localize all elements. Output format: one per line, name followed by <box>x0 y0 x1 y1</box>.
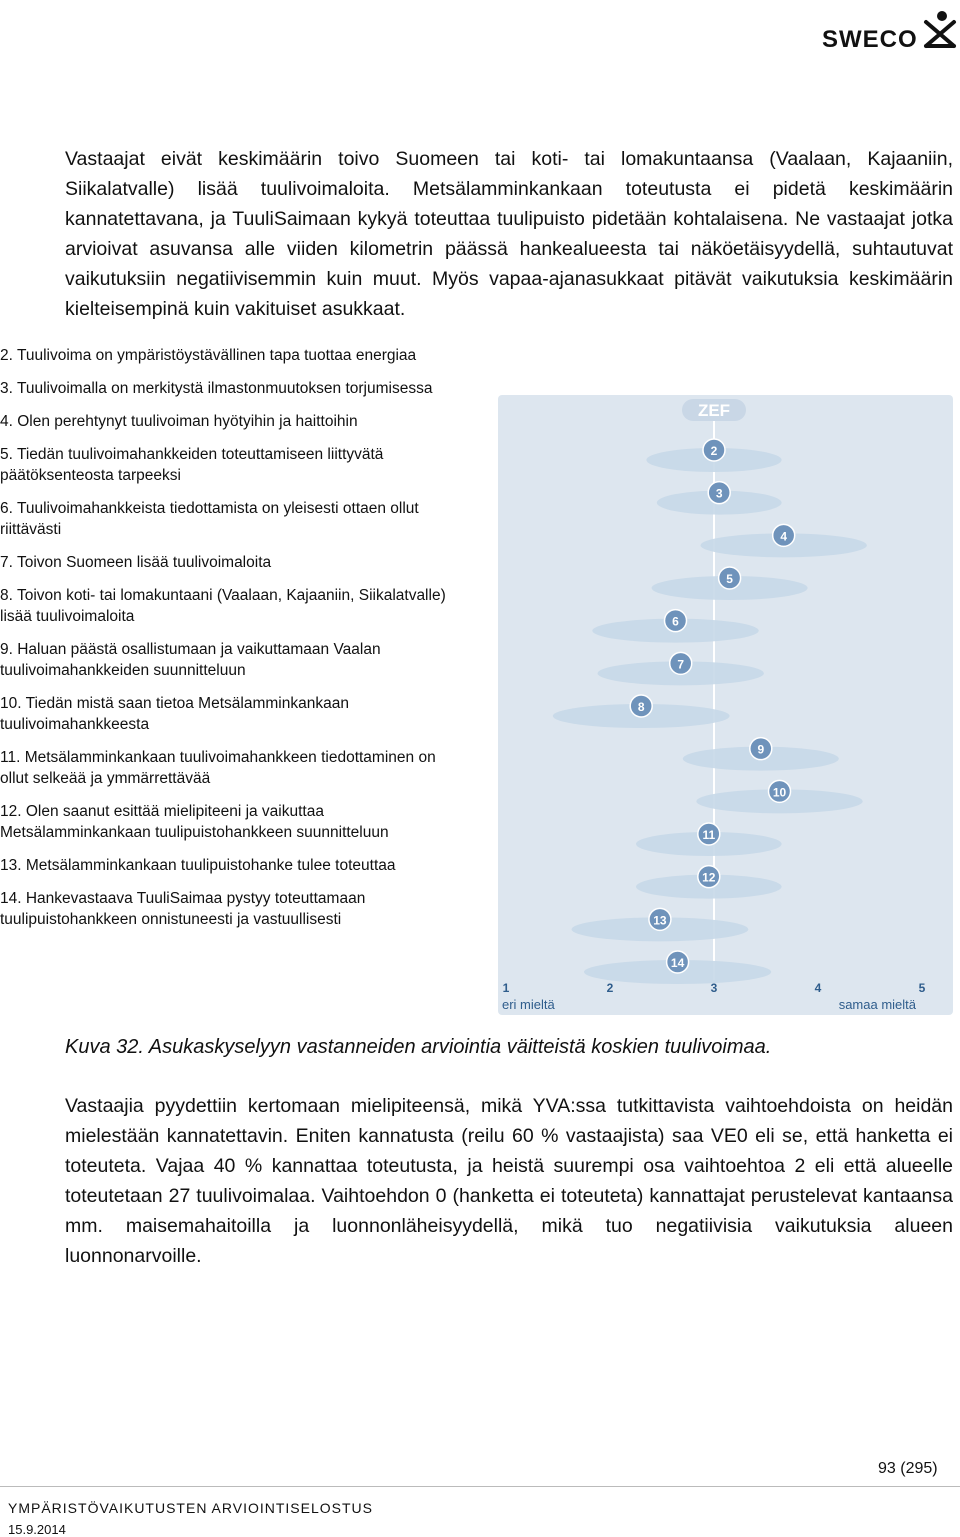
statement-item: 11. Metsälamminkankaan tuulivoimahankkeen tiedottaminen on ollut selkeää ja ymmärrettävää <box>0 749 436 787</box>
footer-divider <box>0 1486 960 1487</box>
data-point-label: 3 <box>715 486 723 501</box>
x-tick-label: 4 <box>814 981 822 995</box>
results-paragraph: Vastaajia pyydettiin kertomaan mielipiteensä, mikä YVA:ssa tutkittavista vaihtoehdoista on heidän mielestään kannatettavin. Eniten kannatusta (reilu 60 % vastaajista) saa VE0 eli se, että hanketta ei toteuteta. Vajaa 40 % kannattaa toteutusta, ja heistä suurempi osa vaihtoehtoa 2 eli että alueelle toteutetaan 27 tuulivoimalaa. Vaihtoehdon 0 (hanketta ei toteuteta) kannattajat perustelevat kantaansa mm. maisemahaitoilla ja luonnonläheisyydellä, mikä tuo negatiivisia vaikutuksia alueen luonnonarvoille. <box>65 1095 953 1267</box>
data-point-label: 9 <box>757 742 765 757</box>
data-point-label: 6 <box>672 614 679 629</box>
brand-label: ZEF <box>697 401 731 420</box>
statement-item: 3. Tuulivoimalla on merkitystä ilmastonmuutoksen torjumisessa <box>0 380 433 397</box>
statement-item: 5. Tiedän tuulivoimahankkeiden toteuttamiseen liittyvätä päätöksenteosta tarpeeksi <box>0 446 384 484</box>
statement-item: 7. Toivon Suomeen lisää tuulivoimaloita <box>0 554 272 571</box>
statement-list <box>0 345 455 942</box>
data-point-label: 10 <box>772 785 787 800</box>
data-point-label: 4 <box>780 529 788 544</box>
statement-item: 9. Haluan päästä osallistumaan ja vaikuttamaan Vaalan tuulivoimahankkeiden suunnitteluun <box>0 641 381 679</box>
data-point-label: 12 <box>702 870 716 885</box>
figure-caption: Kuva 32. Asukaskyselyyn vastanneiden arviointia väitteistä koskien tuulivoimaa. <box>65 1036 772 1058</box>
x-label-left: eri mieltä <box>502 997 555 1012</box>
footer-date: 15.9.2014 <box>8 1522 66 1537</box>
intro-paragraph: Vastaajat eivät keskimäärin toivo Suomeen tai koti- tai lomakuntaansa (Vaalaan, Kajaaniin, Siikalatvalle) lisää tuulivoimaloita. Metsälamminkankaan toteutusta ei pidetä keskimäärin kannatettavana, ja TuuliSaimaan kykyä toteuttaa tuulipuisto pidetään kohtalaisena. Ne vastaajat jotka arvioivat asuvansa alle viiden kilometrin päässä hankealueesta tai näköetäisyydellä, suhtautuvat vaikutuksiin negatiivisemmin kuin muut. Myös vapaa-ajanasukkaat pitävät vaikutuksia keskimäärin kielteisempinä kuin vakituiset asukkaat. <box>65 148 953 320</box>
data-point-label: 13 <box>653 913 667 928</box>
statement-item: 4. Olen perehtynyt tuulivoiman hyötyihin ja haittoihin <box>0 413 358 430</box>
zef-chart <box>498 395 953 1015</box>
logo-text: SWECO <box>822 26 918 53</box>
x-tick-label: 2 <box>606 981 614 995</box>
page-number: 93 (295) <box>878 1460 938 1477</box>
statement-item: 2. Tuulivoima on ympäristöystävällinen tapa tuottaa energiaa <box>0 347 417 364</box>
footer-title: YMPÄRISTÖVAIKUTUSTEN ARVIOINTISELOSTUS <box>8 1500 373 1516</box>
data-point-label: 14 <box>670 956 685 970</box>
statement-item: 6. Tuulivoimahankkeista tiedottamista on yleisesti ottaen ollut riittävästi <box>0 500 419 538</box>
statement-item: 8. Toivon koti- tai lomakuntaani (Vaalaan, Kajaaniin, Siikalatvalle) lisää tuulivoimaloita <box>0 587 446 625</box>
x-tick-label: 5 <box>918 981 926 995</box>
sweco-figure-icon <box>922 10 958 50</box>
statement-item: 14. Hankevastaava TuuliSaimaa pystyy toteuttamaan tuulipuistohankkeen onnistuneesti ja vastuullisesti <box>0 890 366 928</box>
data-point-label: 7 <box>677 657 685 672</box>
data-point-label: 2 <box>710 444 718 458</box>
x-tick-label: 3 <box>710 981 718 995</box>
statement-item: 10. Tiedän mistä saan tietoa Metsälamminkankaan tuulivoimahankkeesta <box>0 695 349 733</box>
x-label-right: samaa mieltä <box>838 997 916 1012</box>
x-tick-label: 1 <box>502 981 510 995</box>
data-point-label: 5 <box>726 572 733 586</box>
data-point-label: 11 <box>702 828 716 842</box>
data-point-label: 8 <box>637 700 645 714</box>
statement-item: 12. Olen saanut esittää mielipiteeni ja vaikuttaa Metsälamminkankaan tuulipuistohankkeen suunnitteluun <box>0 803 389 841</box>
statement-item: 13. Metsälamminkankaan tuulipuistohanke tulee toteuttaa <box>0 857 396 874</box>
sweco-logo <box>822 10 958 53</box>
